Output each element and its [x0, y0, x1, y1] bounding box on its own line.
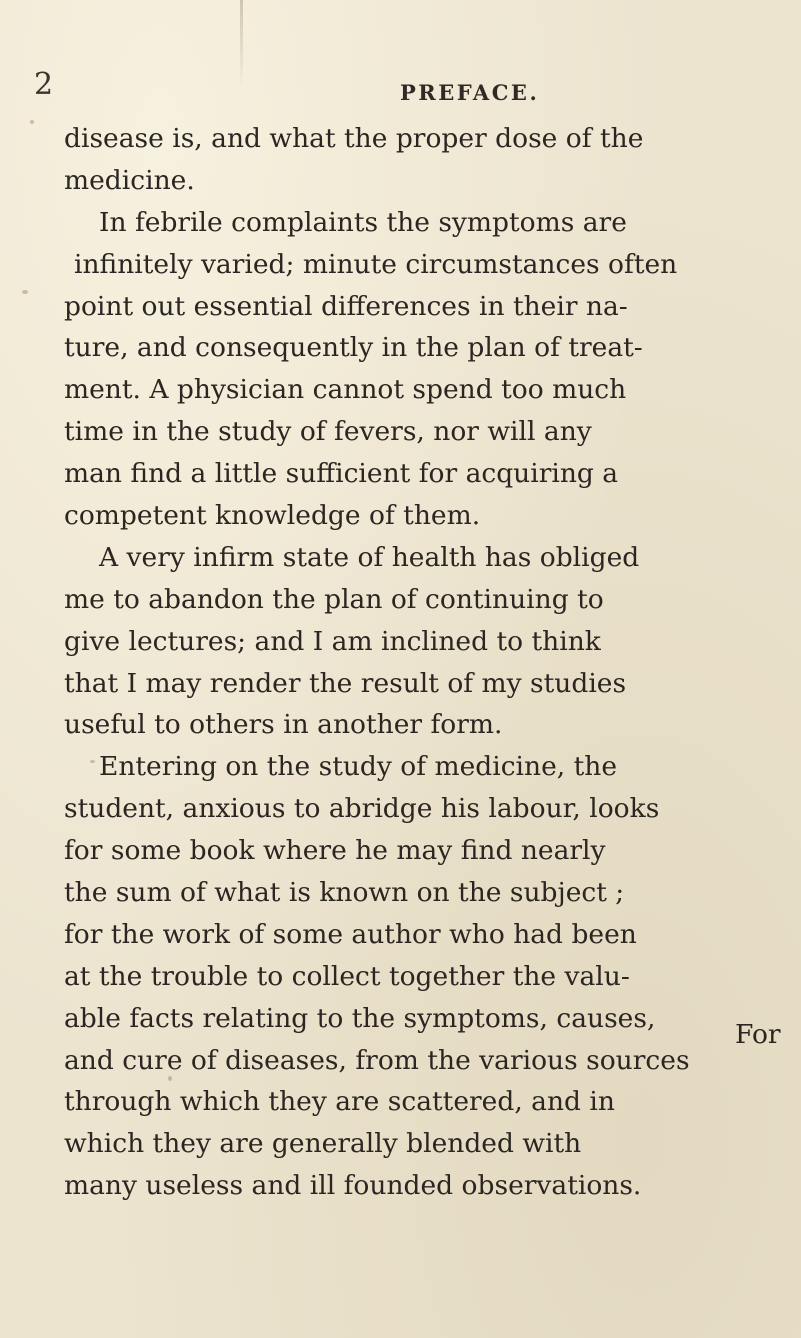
- text-line: time in the study of fevers, nor will any: [64, 416, 592, 448]
- text-line: the sum of what is known on the subject ;: [64, 877, 625, 909]
- preface-text: [64, 118, 784, 1207]
- text-line: give lectures; and I am inclined to think: [64, 625, 601, 657]
- page-crease: [240, 0, 243, 90]
- page-number: 2: [34, 67, 54, 102]
- catchword: For: [735, 1019, 781, 1050]
- text-line: able facts relating to the symptoms, causes,: [64, 1002, 656, 1034]
- text-line: A very infirm state of health has obliged: [99, 541, 640, 573]
- text-line: and cure of diseases, from the various sources: [64, 1044, 690, 1076]
- text-line: student, anxious to abridge his labour, looks: [64, 793, 660, 825]
- text-line: point out essential differences in their na-: [64, 290, 628, 322]
- text-line: useful to others in another form.: [64, 709, 503, 741]
- text-line: through which they are scattered, and in: [64, 1086, 615, 1118]
- text-line: ment. A physician cannot spend too much: [64, 374, 627, 406]
- text-line: for some book where he may find nearly: [64, 835, 606, 867]
- text-line: for the work of some author who had been: [64, 918, 637, 950]
- text-line: ture, and consequently in the plan of treat-: [64, 332, 643, 364]
- text-line: at the trouble to collect together the valu-: [64, 960, 630, 992]
- paper-spot: [22, 290, 28, 294]
- text-line: disease is, and what the proper dose of the: [64, 123, 644, 154]
- running-head: PREFACE.: [400, 80, 540, 105]
- text-line: In febrile complaints the symptoms are: [99, 206, 627, 238]
- text-line: medicine.: [64, 164, 195, 196]
- text-line: which they are generally blended with: [64, 1128, 582, 1160]
- paper-spot: [30, 120, 34, 124]
- text-line: many useless and ill founded observations.: [64, 1170, 642, 1202]
- text-line: me to abandon the plan of continuing to: [64, 583, 604, 615]
- text-line: that I may render the result of my studies: [64, 667, 627, 699]
- text-line: infinitely varied; minute circumstances often: [74, 248, 678, 280]
- text-line: man find a little sufficient for acquiring a: [64, 458, 619, 490]
- text-line: Entering on the study of medicine, the: [99, 751, 618, 783]
- text-line: competent knowledge of them.: [64, 500, 481, 532]
